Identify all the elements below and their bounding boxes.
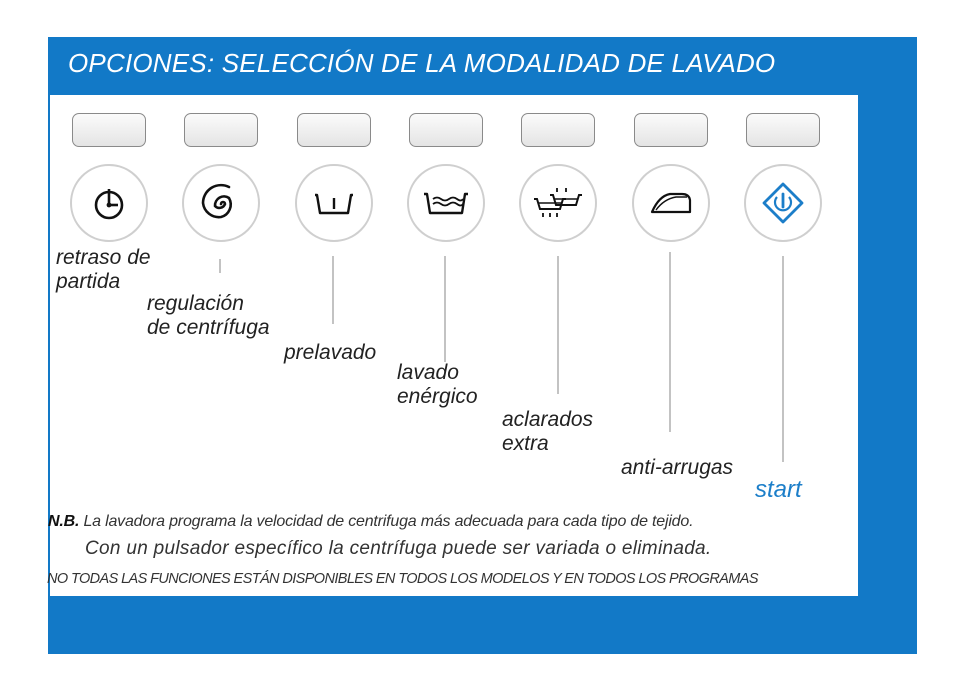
extra-rinse-icon: [519, 164, 597, 242]
start-button[interactable]: [746, 113, 820, 147]
label-delay-start: retraso de partida: [56, 246, 151, 293]
delay-start-button[interactable]: [72, 113, 146, 147]
leader-line: [557, 256, 559, 394]
label-spin-regulation: regulación de centrífuga: [147, 292, 270, 339]
leader-line: [669, 252, 671, 432]
extra-rinse-button[interactable]: [521, 113, 595, 147]
iron-icon: [632, 164, 710, 242]
label-extra-rinse: aclarados extra: [502, 408, 594, 455]
note-line-3: NO TODAS LAS FUNCIONES ESTÁN DISPONIBLES EN TODOS LOS MODELOS Y EN TODOS LOS PROGRAMAS: [47, 571, 758, 587]
spin-regulation-button[interactable]: [184, 113, 258, 147]
note-line-1: [48, 513, 693, 531]
spin-spiral-icon: [182, 164, 260, 242]
leader-line: [444, 256, 446, 362]
intensive-wash-button[interactable]: [409, 113, 483, 147]
label-anti-crease: anti-arrugas: [621, 456, 734, 479]
anti-crease-button[interactable]: [634, 113, 708, 147]
note-line-2: Con un pulsador específico la centrífuga puede ser variada o eliminada.: [85, 538, 712, 559]
leader-line: [782, 256, 784, 462]
note-text: La lavadora programa la velocidad de centrifuga más adecuada para cada tipo de tejido.: [79, 513, 694, 530]
label-start: start: [755, 476, 802, 503]
note-prefix: N.B.: [48, 513, 80, 530]
leader-line: [219, 259, 221, 273]
prewash-tub-icon: [295, 164, 373, 242]
label-intensive-wash: lavado enérgico: [397, 361, 478, 408]
intensive-wash-icon: [407, 164, 485, 242]
page-title: OPCIONES: SELECCIÓN DE LA MODALIDAD DE LAVADO: [68, 48, 776, 78]
start-power-icon: [744, 164, 822, 242]
prewash-button[interactable]: [297, 113, 371, 147]
leader-line: [332, 256, 334, 324]
label-prewash: prelavado: [284, 341, 377, 364]
timer-icon: [70, 164, 148, 242]
